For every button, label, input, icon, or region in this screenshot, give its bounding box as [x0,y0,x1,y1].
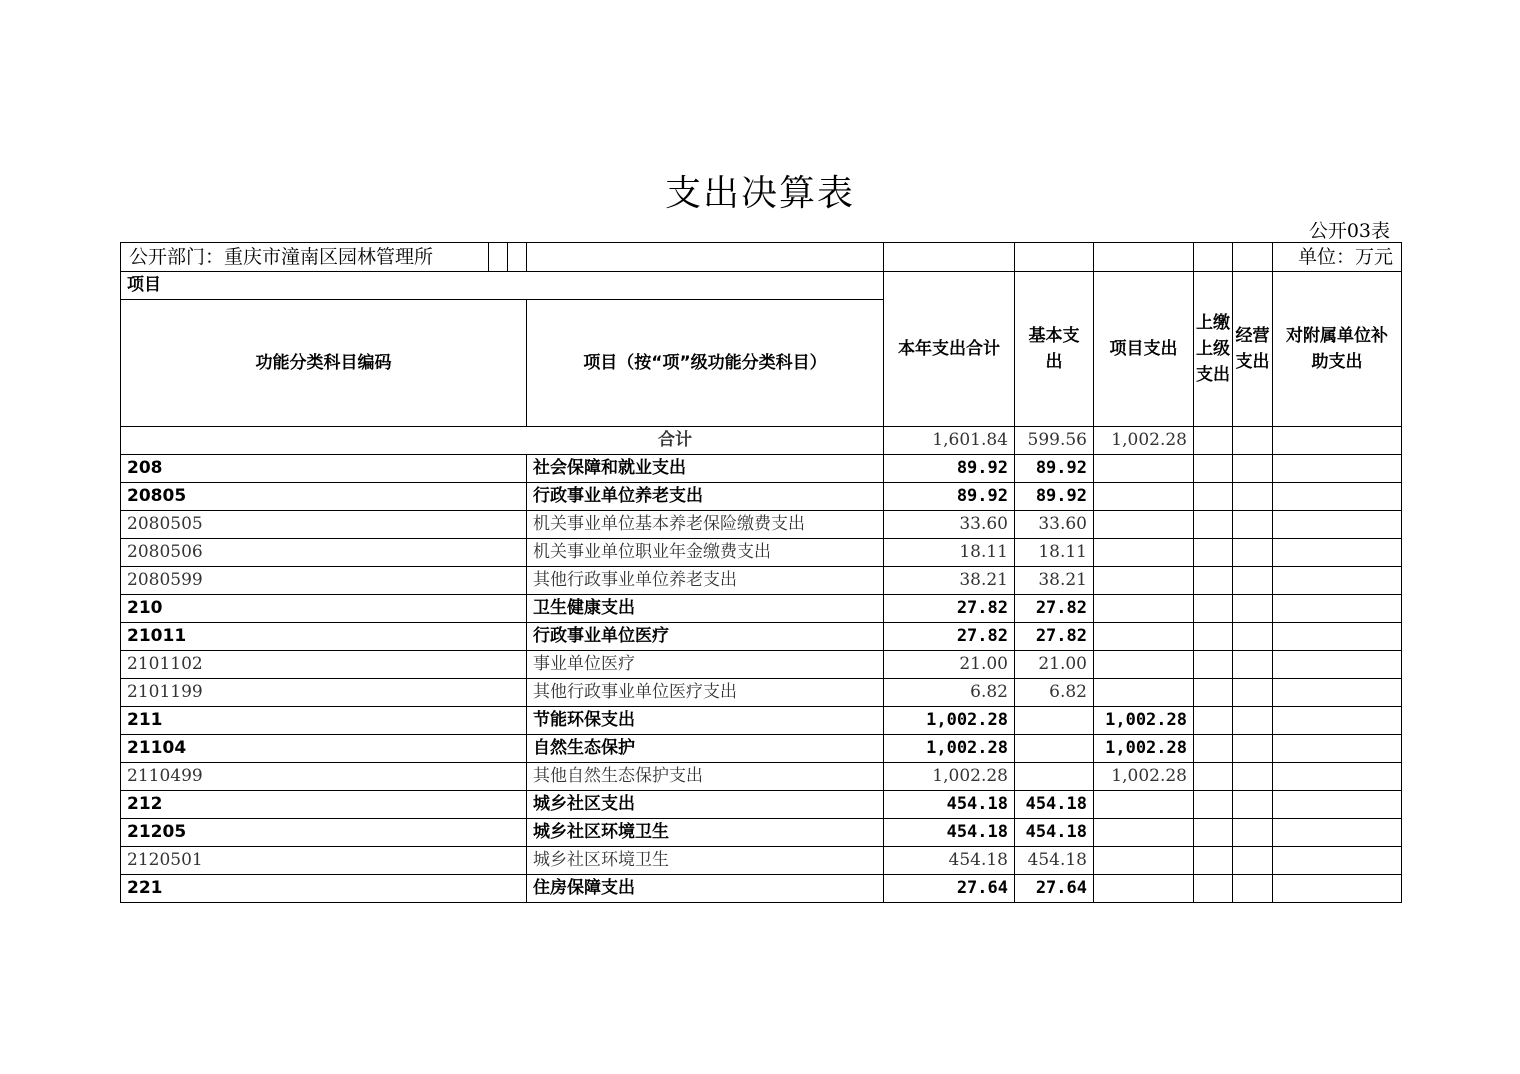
cell-total: 38.21 [884,567,1015,595]
cell-upper [1194,595,1233,623]
cell-basic: 89.92 [1015,455,1094,483]
cell-subsidy [1273,455,1402,483]
table-row [121,455,1402,483]
table-row [121,595,1402,623]
cell-upper [1194,623,1233,651]
cell-subsidy [1273,679,1402,707]
department-label: 公开部门：重庆市潼南区园林管理所 [129,246,434,268]
cell-total: 27.82 [884,595,1015,623]
table-row [121,679,1402,707]
table-row [121,819,1402,847]
cell-code: 21011 [121,623,527,651]
cell-business [1233,651,1273,679]
header-row-1 [121,272,1402,300]
cell-basic [1015,707,1094,735]
cell-code: 2110499 [121,763,527,791]
table-number: 公开03表 [1308,220,1390,242]
cell-name: 事业单位医疗 [527,651,884,679]
total-business [1233,427,1273,455]
table-row [121,567,1402,595]
table-row [121,875,1402,903]
dept-row [121,243,1402,272]
cell-upper [1194,511,1233,539]
header-total: 本年支出合计 [884,272,1015,427]
cell-basic [1015,735,1094,763]
cell-code: 211 [121,707,527,735]
cell-subsidy [1273,875,1402,903]
total-project: 1,002.28 [1094,427,1194,455]
cell-basic [1015,763,1094,791]
cell-name: 节能环保支出 [527,707,884,735]
header-basic: 基本支出 [1015,272,1094,427]
table-row [121,483,1402,511]
cell-subsidy [1273,483,1402,511]
cell-project [1094,651,1194,679]
cell-subsidy [1273,763,1402,791]
cell-basic: 33.60 [1015,511,1094,539]
cell-basic: 27.82 [1015,595,1094,623]
cell-basic: 21.00 [1015,651,1094,679]
cell-name: 社会保障和就业支出 [527,455,884,483]
cell-subsidy [1273,539,1402,567]
cell-upper [1194,539,1233,567]
cell-business [1233,791,1273,819]
cell-total: 33.60 [884,511,1015,539]
cell-upper [1194,791,1233,819]
cell-name: 住房保障支出 [527,875,884,903]
cell-code: 2101102 [121,651,527,679]
cell-upper [1194,763,1233,791]
cell-total: 89.92 [884,483,1015,511]
cell-upper [1194,567,1233,595]
total-label: 合计 [121,427,884,455]
cell-code: 21205 [121,819,527,847]
cell-subsidy [1273,623,1402,651]
cell-project: 1,002.28 [1094,707,1194,735]
cell-upper [1194,707,1233,735]
cell-business [1233,707,1273,735]
cell-total: 1,002.28 [884,707,1015,735]
cell-subsidy [1273,819,1402,847]
cell-project [1094,875,1194,903]
cell-project [1094,595,1194,623]
cell-project: 1,002.28 [1094,763,1194,791]
total-amount: 1,601.84 [884,427,1015,455]
cell-project [1094,847,1194,875]
cell-business [1233,623,1273,651]
cell-total: 1,002.28 [884,735,1015,763]
cell-basic: 454.18 [1015,819,1094,847]
header-name: 项目（按“项”级功能分类科目） [527,300,884,427]
cell-basic: 454.18 [1015,791,1094,819]
cell-total: 6.82 [884,679,1015,707]
cell-business [1233,511,1273,539]
cell-code: 221 [121,875,527,903]
cell-name: 机关事业单位职业年金缴费支出 [527,539,884,567]
cell-code: 20805 [121,483,527,511]
cell-subsidy [1273,847,1402,875]
cell-subsidy [1273,791,1402,819]
total-subsidy [1273,427,1402,455]
cell-business [1233,819,1273,847]
cell-project [1094,679,1194,707]
table-row [121,791,1402,819]
cell-project [1094,567,1194,595]
cell-upper [1194,679,1233,707]
cell-subsidy [1273,651,1402,679]
cell-project [1094,791,1194,819]
cell-code: 210 [121,595,527,623]
cell-project [1094,511,1194,539]
cell-total: 1,002.28 [884,763,1015,791]
cell-upper [1194,875,1233,903]
total-upper [1194,427,1233,455]
cell-code: 2120501 [121,847,527,875]
table-row [121,651,1402,679]
expenditure-table [120,242,1402,903]
cell-business [1233,595,1273,623]
header-upper: 上缴上级支出 [1194,272,1233,427]
cell-name: 卫生健康支出 [527,595,884,623]
header-project: 项目 [121,272,884,300]
cell-code: 208 [121,455,527,483]
cell-code: 2080599 [121,567,527,595]
cell-basic: 6.82 [1015,679,1094,707]
cell-project [1094,623,1194,651]
cell-total: 454.18 [884,819,1015,847]
cell-project [1094,819,1194,847]
cell-basic: 38.21 [1015,567,1094,595]
cell-name: 城乡社区环境卫生 [527,819,884,847]
cell-code: 2101199 [121,679,527,707]
page-title: 支出决算表 [664,173,855,214]
cell-name: 行政事业单位养老支出 [527,483,884,511]
cell-name: 城乡社区环境卫生 [527,847,884,875]
cell-upper [1194,735,1233,763]
header-code: 功能分类科目编码 [121,300,527,427]
table-row [121,623,1402,651]
table-row [121,735,1402,763]
cell-project [1094,483,1194,511]
cell-name: 机关事业单位基本养老保险缴费支出 [527,511,884,539]
cell-business [1233,567,1273,595]
cell-code: 21104 [121,735,527,763]
cell-basic: 18.11 [1015,539,1094,567]
cell-business [1233,735,1273,763]
table-row [121,763,1402,791]
cell-name: 其他自然生态保护支出 [527,763,884,791]
cell-subsidy [1273,735,1402,763]
cell-name: 其他行政事业单位养老支出 [527,567,884,595]
cell-total: 454.18 [884,847,1015,875]
total-row [121,427,1402,455]
cell-total: 18.11 [884,539,1015,567]
cell-business [1233,455,1273,483]
unit-label: 单位：万元 [1273,243,1402,272]
cell-code: 2080506 [121,539,527,567]
header-subsidy: 对附属单位补助支出 [1273,272,1402,427]
cell-basic: 454.18 [1015,847,1094,875]
cell-subsidy [1273,511,1402,539]
cell-upper [1194,847,1233,875]
cell-upper [1194,483,1233,511]
table-row [121,707,1402,735]
cell-business [1233,679,1273,707]
cell-business [1233,875,1273,903]
cell-total: 27.64 [884,875,1015,903]
cell-total: 89.92 [884,455,1015,483]
cell-total: 27.82 [884,623,1015,651]
cell-name: 城乡社区支出 [527,791,884,819]
cell-code: 2080505 [121,511,527,539]
cell-business [1233,483,1273,511]
cell-upper [1194,455,1233,483]
cell-name: 自然生态保护 [527,735,884,763]
cell-name: 行政事业单位医疗 [527,623,884,651]
cell-subsidy [1273,707,1402,735]
cell-project [1094,455,1194,483]
cell-total: 454.18 [884,791,1015,819]
table-row [121,511,1402,539]
table-row [121,847,1402,875]
cell-basic: 89.92 [1015,483,1094,511]
total-basic: 599.56 [1015,427,1094,455]
header-business: 经营支出 [1233,272,1273,427]
cell-subsidy [1273,595,1402,623]
cell-basic: 27.64 [1015,875,1094,903]
cell-total: 21.00 [884,651,1015,679]
cell-basic: 27.82 [1015,623,1094,651]
cell-project [1094,539,1194,567]
cell-project: 1,002.28 [1094,735,1194,763]
cell-business [1233,539,1273,567]
header-project-exp: 项目支出 [1094,272,1194,427]
cell-business [1233,763,1273,791]
cell-business [1233,847,1273,875]
cell-upper [1194,819,1233,847]
table-row [121,539,1402,567]
cell-upper [1194,651,1233,679]
cell-name: 其他行政事业单位医疗支出 [527,679,884,707]
cell-subsidy [1273,567,1402,595]
cell-code: 212 [121,791,527,819]
